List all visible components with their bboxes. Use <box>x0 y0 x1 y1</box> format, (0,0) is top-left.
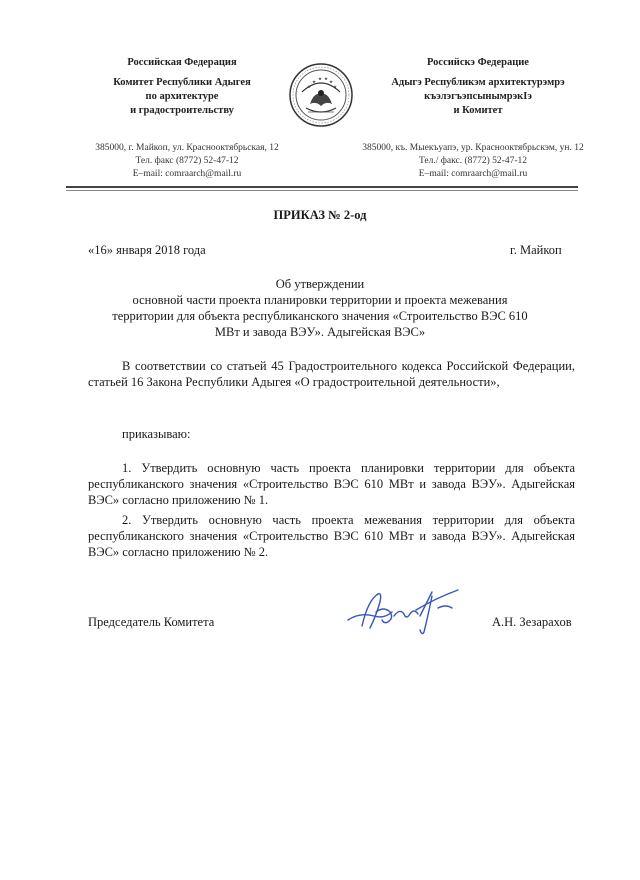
header-left-phone: Тел. факс (8772) 52-47-12 <box>135 156 239 166</box>
order-date: «16» января 2018 года <box>88 243 206 257</box>
subject-line-1: Об утверждении <box>275 277 365 291</box>
order-city: г. Майкоп <box>510 243 562 257</box>
header-divider <box>66 186 578 188</box>
header-left-org-2: по архитектуре <box>145 91 219 102</box>
header-right <box>368 56 588 118</box>
subject-line-2: основной части проекта планировки территории и проекта межевания <box>132 293 508 307</box>
order-subject <box>40 276 600 340</box>
header-divider-thin <box>66 190 578 191</box>
header-right-org-3: и Комитет <box>453 105 503 116</box>
subject-line-3: территории для объекта республиканского значения «Строительство ВЭС 610 <box>112 309 528 323</box>
coat-of-arms-icon <box>288 62 354 128</box>
header-left-contacts <box>72 142 302 181</box>
header-left <box>82 56 282 118</box>
handwritten-signature-icon <box>340 586 470 638</box>
preamble-paragraph: В соответствии со статьей 45 Градостроительного кодекса Российской Федерации, статьей 16 Закона Республики Адыгея «О градостроительной деятельности», <box>88 359 575 389</box>
directive-text: приказываю: <box>122 427 191 441</box>
header-right-address: 385000, къ. Мыекъуапэ, ур. Красноoктябрьскэм, ун. 12 <box>362 143 584 153</box>
header-right-country: Российскэ Федерацие <box>427 57 529 68</box>
signatory-position: Председатель Комитета <box>88 615 215 629</box>
header-left-org: Комитет Республики Адыгея <box>113 77 251 88</box>
order-title: ПРИКАЗ № 2-од <box>273 208 367 222</box>
header-left-country: Российская Федерация <box>127 57 237 68</box>
header-left-address: 385000, г. Майкоп, ул. Красноoктябрьская, 12 <box>95 143 279 153</box>
header-left-email: E–mail: comraarch@mail.ru <box>132 169 242 179</box>
header-right-phone: Тел./ факс. (8772) 52-47-12 <box>418 156 528 166</box>
header-right-org: Адыгэ Республикэм архитектурэмрэ <box>391 77 565 88</box>
order-item-1: 1. Утвердить основную часть проекта планировки территории для объекта республиканского значения «Строительство ВЭС 610 МВт и завода ВЭУ». Адыгейская ВЭС» согласно приложению № 1. <box>88 461 575 507</box>
header-right-org-2: къэлэгъэпсынымрэкІэ <box>424 91 532 102</box>
signatory-name: А.Н. Зезарахов <box>492 615 572 629</box>
order-item-2: 2. Утвердить основную часть проекта межевания территории для объекта республиканского значения «Строительство ВЭС 610 МВт и завода ВЭУ». Адыгейская ВЭС» согласно приложению № 2. <box>88 513 575 559</box>
header-left-org-3: и градостроительству <box>130 105 234 116</box>
subject-line-4: МВт и завода ВЭУ». Адыгейская ВЭС» <box>214 325 426 339</box>
header-right-contacts <box>338 142 608 181</box>
header-right-email: E–mail: comraarch@mail.ru <box>418 169 528 179</box>
